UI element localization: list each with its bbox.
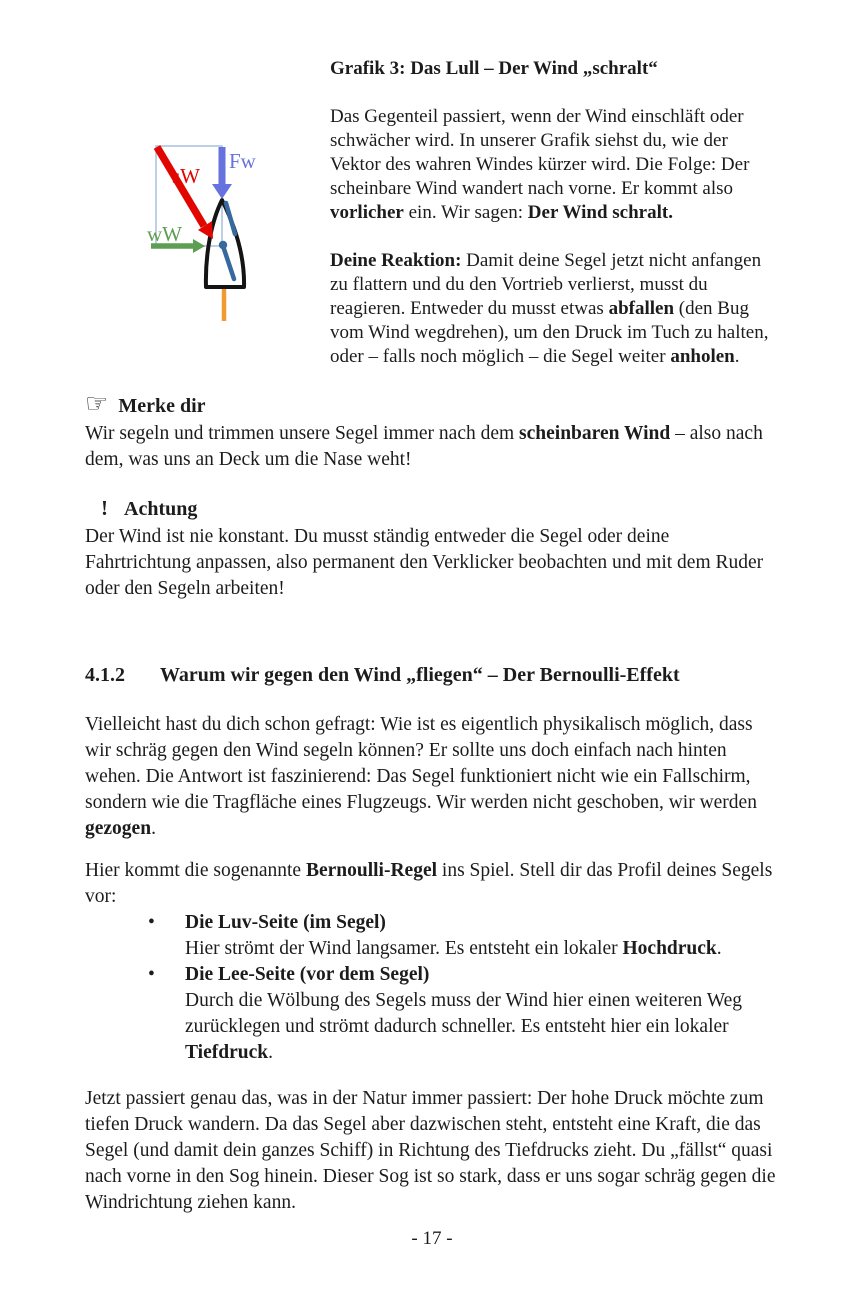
- list-item: [85, 910, 780, 962]
- bullet-body: Hier strömt der Wind langsamer. Es entsteht ein lokaler Hochdruck.: [185, 938, 722, 959]
- merke-note: [85, 391, 780, 473]
- conclusion-paragraph: Jetzt passiert genau das, was in der Natur immer passiert: Der hohe Druck möchte zum tiefen Druck wandern. Da das Segel aber dazwischen steht, entsteht eine Kraft, die das Segel (und damit dein ganzes Schiff) in Richtung des Tiefdrucks zieht. Du „fällst“ quasi nach vorne in den Sog hinein. Dieser Sog ist so stark, dass er uns sogar schräg gegen die Windrichtung ziehen kann.: [85, 1088, 776, 1213]
- merke-heading: Merke dir: [118, 395, 206, 417]
- section-heading: [85, 662, 780, 688]
- achtung-note: [85, 495, 780, 602]
- grafik3-block: [85, 57, 780, 369]
- section-number: 4.1.2: [85, 664, 125, 686]
- fw-label: Fw: [229, 149, 256, 173]
- bernoulli-bullet-list: [85, 910, 780, 1066]
- bullet-title: Die Luv-Seite (im Segel): [185, 912, 386, 933]
- bullet-title: Die Lee-Seite (vor dem Segel): [185, 964, 430, 985]
- achtung-body: Der Wind ist nie konstant. Du musst ständig entweder die Segel oder deine Fahrtrichtung anpassen, also permanent den Verklicker beobachten und mit dem Ruder oder den Segeln arbeiten!: [85, 526, 764, 599]
- pointing-hand-icon: ☞: [85, 389, 109, 418]
- grafik3-paragraph-1: Das Gegenteil passiert, wenn der Wind einschläft oder schwächer wird. In unserer Grafik siehst du, wie der Vektor des wahren Windes kürzer wird. Die Folge: Der scheinbare Wind wandert nach vorne. Er kommt also vorlicher ein. Wir sagen: Der Wind schralt.: [330, 106, 750, 223]
- sw-label: sW: [172, 164, 200, 188]
- ww-label: wW: [147, 222, 182, 246]
- achtung-heading-row: [85, 495, 780, 522]
- merke-heading-row: [85, 391, 780, 419]
- page-number: - 17 -: [411, 1228, 453, 1249]
- merke-body: Wir segeln und trimmen unsere Segel immer nach dem scheinbaren Wind – also nach dem, was uns an Deck um die Nase weht!: [85, 423, 763, 470]
- bullet-icon: •: [148, 964, 155, 985]
- wind-vector-diagram: [140, 135, 300, 330]
- list-item: [85, 962, 780, 1066]
- grafik3-title: Grafik 3: Das Lull – Der Wind „schralt“: [330, 58, 658, 79]
- bernoulli-paragraph: Hier kommt die sogenannte Bernoulli-Regel ins Spiel. Stell dir das Profil deines Segels vor:: [85, 860, 773, 907]
- grafik3-text-column: [330, 57, 780, 369]
- mast-dot: [219, 241, 227, 249]
- grafik3-paragraph-2: Deine Reaktion: Damit deine Segel jetzt nicht anfangen zu flattern und du den Vortrieb verlierst, musst du reagieren. Entweder du musst etwas abfallen (den Bug vom Wind wegdrehen), um den Druck im Tuch zu halten, oder – falls noch möglich – die Segel weiter anholen.: [330, 250, 769, 367]
- bullet-body: Durch die Wölbung des Segels muss der Wind hier einen weiteren Weg zurücklegen und strömt dadurch schneller. Es entsteht hier ein lokaler Tiefdruck.: [185, 990, 743, 1063]
- figure-column: [85, 57, 330, 330]
- achtung-heading: Achtung: [124, 498, 198, 520]
- sail-upper-line: [226, 203, 235, 234]
- bullet-icon: •: [148, 912, 155, 933]
- intro-paragraph: Vielleicht hast du dich schon gefragt: Wie ist es eigentlich physikalisch möglich, dass wir schräg gegen den Wind segeln können? Er sollte uns doch einfach nach hinten wehen. Die Antwort ist faszinierend: Das Segel funktioniert nicht wie ein Fallschirm, sondern wie die Tragfläche eines Flugzeugs. Wir werden nicht geschoben, wir werden gezogen.: [85, 714, 757, 839]
- sail-lower-line: [224, 249, 234, 279]
- section-title: Warum wir gegen den Wind „fliegen“ – Der Bernoulli-Effekt: [160, 664, 680, 686]
- exclamation-icon: !: [101, 496, 108, 520]
